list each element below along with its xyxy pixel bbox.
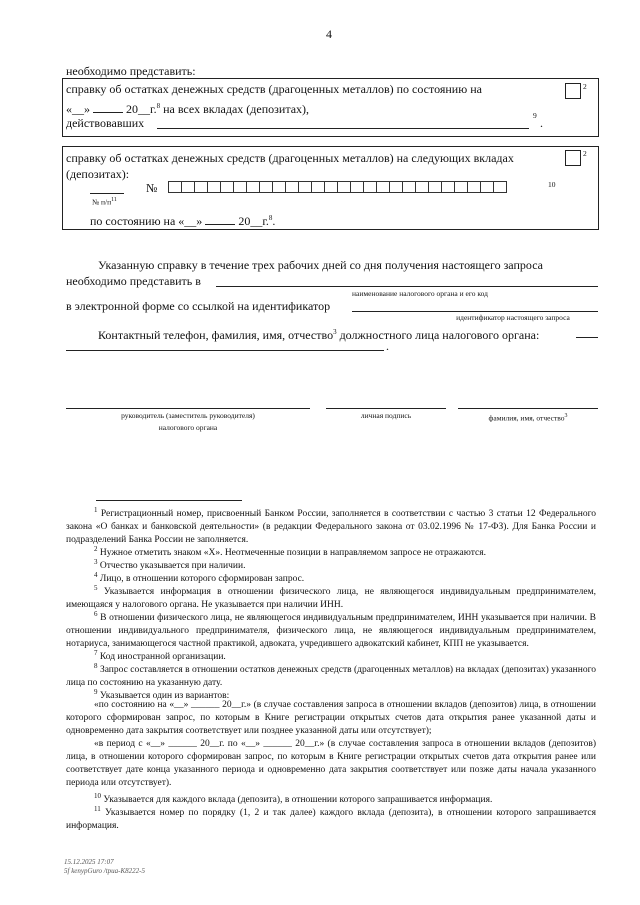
para1-line2: необходимо представить в — [66, 274, 201, 288]
block1-line1: справку об остатках денежных средств (драгоценных металлов) по состоянию на — [66, 82, 482, 96]
block1-line3: действовавших — [66, 116, 145, 130]
stamp-code: 5f kenypGuro /tpua-K8222-5 — [64, 867, 146, 875]
footnote-2: $^2$ Нужное отметить знаком «Х». Неотмеченные позиции в направляемом запросе не отражаются. — [94, 545, 486, 559]
deposit-number-cells[interactable] — [168, 181, 506, 193]
sig-caption-signature: личная подпись — [360, 411, 412, 420]
stamp-date: 15.12.2025 17:07 — [64, 858, 114, 866]
para2: в электронной форме со ссылкой на идентификатор — [66, 299, 331, 313]
footnote-9a: «по состоянию на «__» ______ 20__г.» (в случае составления запроса в отношении вкладов (депозитов) лица, в отношении которого сформирован запрос, по которым в Книге регистрации открытых счетов дата открытия ранее указанной даты и одновременно дата закрытия соответствует или позднее указанной даты или отсутствует); — [66, 700, 596, 736]
footnote-9: $^9$ Указывается один из вариантов: — [94, 688, 230, 702]
footnote-5: $^5$ Указывается информация в отношении физического лица, не являющегося индивидуальным предпринимателем, имеющаяся у налогового органа. Не указывается при наличии ИНН. — [66, 584, 596, 611]
block1-period-field[interactable] — [157, 128, 529, 129]
para1-line1: Указанную справку в течение трех рабочих дней со дня получения настоящего запроса — [98, 258, 543, 272]
block2-date: по состоянию на «__» 20__г.$^8$. — [90, 214, 276, 228]
footnote-1: $^1$ Регистрационный номер, присвоенный Банком России, заполняется в соответствии с частью 3 статьи 12 Федерального закона «О банках и банковской деятельности» (в редакции Федерального закона от 03.02.1996 № 17-ФЗ). Для Банка России и подразделений Банка России не заполняется. — [66, 506, 596, 546]
block1-year: 20__г. — [126, 102, 157, 116]
footnote-10: $^{10}$ Указывается для каждого вклада (депозита), в отношении которого запрашивается информация. — [94, 792, 493, 806]
block1-line2: «__» 20__г.$^8$ на всех вкладах (депозитах), — [66, 102, 310, 116]
signer-position-field[interactable] — [66, 408, 310, 409]
footnote-3: $^3$ Отчество указывается при наличии. — [94, 558, 246, 572]
footnote-9b: «в период с «__» ______ 20__г. по «__» ______ 20__г.» (в случае составления запроса в отношении вкладов (депозитов) лица, в отношении которого сформирован запрос, по которым в Книге регистрации открытых счетов дата открытия ранее или соответствует дате конца указанного периода и одновременно дата закрытия соответствует или позже даты начала указанного периода или отсутствует). — [66, 739, 596, 788]
tax-authority-caption: наименование налогового органа и его код — [352, 289, 488, 298]
footnote-6: $^6$ В отношении физического лица, не являющегося индивидуальным предпринимателем, ИНН указывается при наличии. В отношении индивидуального предпринимателя, физического лица, не являющегося индивидуальным предпринимателем, нотариуса, занимающегося частной практикой, адвоката, учредившего адвокатский кабинет, КПП не указывается. — [66, 610, 597, 650]
block2-line2: (депозитах): — [66, 167, 130, 181]
lead-text: необходимо представить: — [66, 64, 196, 78]
page-number: 4 — [326, 27, 332, 41]
block2-month-field[interactable] — [205, 224, 235, 225]
footnote-7: $^7$ Код иностранной организации. — [94, 649, 226, 663]
footnote-separator — [96, 500, 242, 501]
block1-day: «__» — [66, 102, 90, 116]
request-id-caption: идентификатор настоящего запроса — [456, 313, 570, 322]
footnote-11: $^{11}$ Указывается номер по порядку (1, 2 и так далее) каждого вклада (депозита), в отношении которого запрашивается информация. — [66, 805, 596, 832]
contact-field[interactable] — [66, 350, 384, 351]
print-stamp — [64, 858, 145, 876]
deposit-index-field[interactable] — [90, 193, 124, 194]
para3: Контактный телефон, фамилия, имя, отчество$^3$ должностного лица налогового органа: — [98, 328, 540, 342]
block2-line1: справку об остатках денежных средств (драгоценных металлов) на следующих вкладах — [66, 151, 514, 165]
block1-checkbox[interactable] — [565, 83, 581, 99]
tax-authority-field[interactable] — [216, 286, 598, 287]
footnote-4: $^4$ Лицо, в отношении которого сформирован запрос. — [94, 571, 305, 585]
sig-caption-name: фамилия, имя, отчество$^3$ — [488, 413, 568, 423]
block1-month-field[interactable] — [93, 112, 123, 113]
signer-name-field[interactable] — [458, 408, 598, 409]
footnote-8: $^8$ Запрос составляется в отношении остатков денежных средств (драгоценных металлов) на вкладах (депозитах) указанного лица по состоянию на указанную дату. — [66, 662, 596, 689]
signature-field[interactable] — [326, 408, 446, 409]
pp-label: № $п/п^{11}$ — [92, 197, 117, 207]
contact-field-end[interactable] — [576, 337, 598, 338]
block2-checkbox[interactable] — [565, 150, 581, 166]
number-sign: № — [146, 181, 158, 195]
sig-caption-position: руководитель (заместитель руководителя) налогового органа — [121, 411, 255, 432]
